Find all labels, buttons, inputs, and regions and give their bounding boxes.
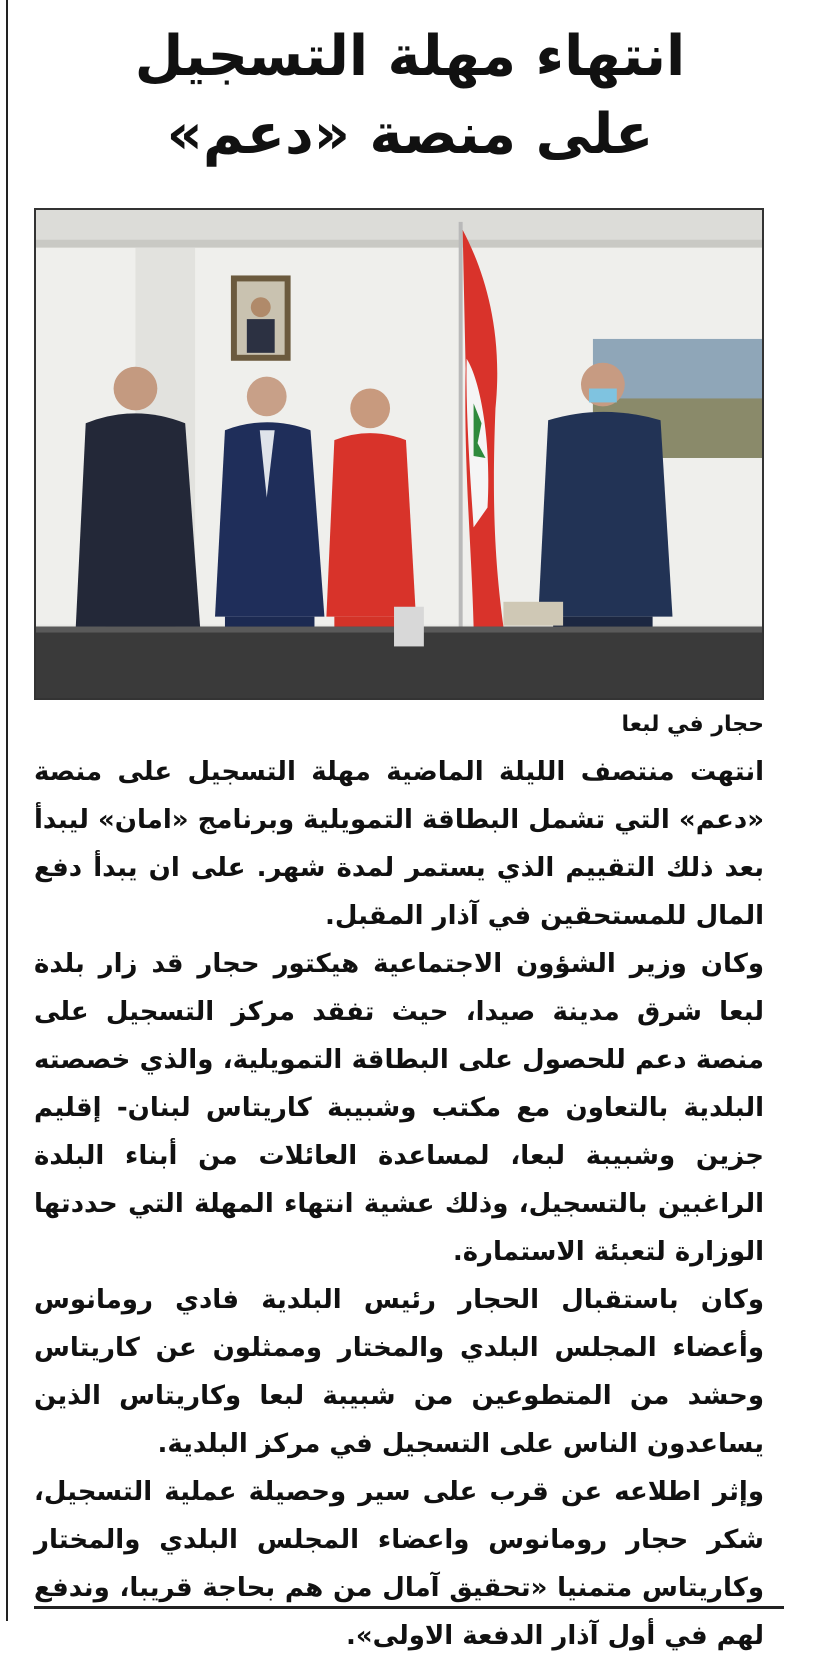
article-headline — [30, 18, 790, 174]
headline-line-1: انتهاء مهلة التسجيل — [134, 24, 686, 89]
headline-line-2: على منصة «دعم» — [166, 102, 654, 167]
photo-caption: حجار في لبعا — [621, 712, 764, 737]
paragraph: وكان باستقبال الحجار رئيس البلدية فادي رومانوس وأعضاء المجلس البلدي والمختار وممثلون عن كاريتاس وحشد من المتطوعين من شبيبة لبعا وكاريتاس الذين يساعدون الناس على التسجيل في مركز البلدية. — [34, 1285, 764, 1459]
article-body — [34, 748, 764, 1660]
left-column-rule — [6, 0, 8, 1621]
paragraph: وإثر اطلاعه عن قرب على سير وحصيلة عملية التسجيل، شكر حجار رومانوس واعضاء المجلس البلدي والمختار وكاريتاس متمنيا «تحقيق آمال من هم بحاجة قريبا، وندفع لهم في أول آذار الدفعة الاولى». — [34, 1477, 764, 1651]
paragraph: انتهت منتصف الليلة الماضية مهلة التسجيل على منصة «دعم» التي تشمل البطاقة التمويلية وبرنامج «امان» ليبدأ بعد ذلك التقييم الذي يستمر لمدة شهر. على ان يبدأ دفع المال للمستحقين في آذار المقبل. — [34, 757, 764, 931]
bottom-rule — [34, 1606, 784, 1609]
article-photo — [34, 208, 764, 700]
paragraph: وكان وزير الشؤون الاجتماعية هيكتور حجار قد زار بلدة لبعا شرق مدينة صيدا، حيث تفقد مركز التسجيل على منصة دعم للحصول على البطاقة التمويلية، والذي خصصته البلدية بالتعاون مع مكتب وشبيبة كاريتاس لبنان- إقليم جزين وشبيبة لبعا، لمساعدة العائلات من أبناء البلدة الراغبين بالتسجيل، وذلك عشية انتهاء المهلة التي حددتها الوزارة لتعبئة الاستمارة. — [34, 949, 764, 1267]
photo-icon — [36, 210, 762, 698]
